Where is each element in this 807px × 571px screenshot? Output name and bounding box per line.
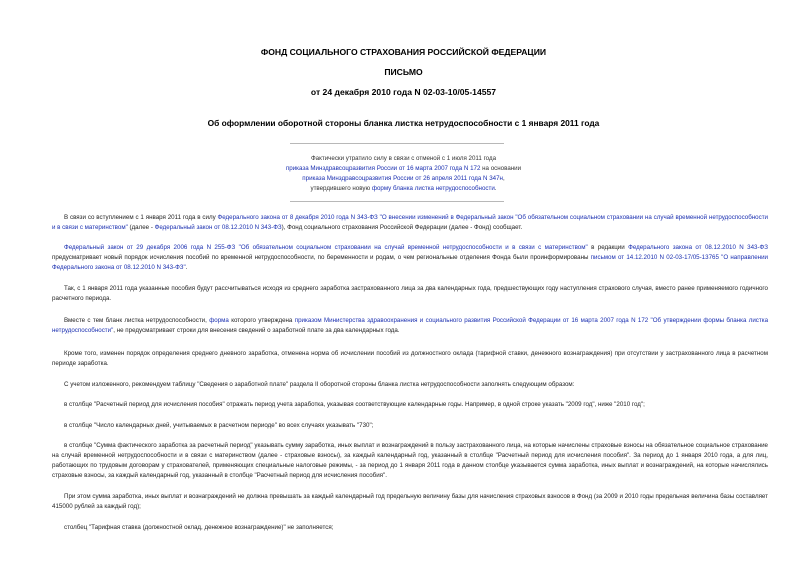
- paragraph-6: С учетом изложенного, рекомендуем таблицу "Сведения о заработной плате" раздела II оборотной стороны бланка листка нетрудоспособности заполнять следующим образом:: [64, 381, 575, 388]
- paragraph-11: столбец "Тарифная ставка (должностной оклад, денежное вознаграждение)" не заполняется;: [64, 524, 334, 531]
- p2-text: .: [185, 264, 188, 271]
- status-note-line-4: [0, 184, 807, 194]
- status-note: [0, 154, 807, 194]
- paragraph-2: [52, 243, 768, 273]
- letter-13765-link[interactable]: письмом от 14.12.2010 N 02-03-17/05-13765 "О направлении Федерального закона от 08.12.2010 N 343-ФЗ": [52, 254, 768, 271]
- paragraph-8: в столбце "Число календарных дней, учитываемых в расчетном периоде" во всех случаях указывать "730";: [64, 422, 374, 429]
- order-172-link[interactable]: приказа Минздравсоцразвития России от 16 марта 2007 года N 172: [285, 165, 481, 172]
- p1-text: (далее -: [127, 224, 155, 231]
- bottom-divider: [290, 201, 504, 202]
- top-divider: [290, 143, 504, 144]
- law-343-edition-link[interactable]: Федерального закона от 08.12.2010 N 343-ФЗ: [628, 244, 768, 251]
- paragraph-1: [52, 213, 768, 233]
- p4-text: Вместе с тем бланк листка нетрудоспособности,: [64, 317, 210, 324]
- form-link[interactable]: форма: [209, 317, 229, 324]
- status-note-line-1: Фактически утратило силу в связи с отменой с 1 июля 2011 года: [310, 155, 497, 162]
- status-note-text: .: [494, 185, 497, 192]
- law-343-link[interactable]: Федерального закона от 8 декабря 2010 года N 343-ФЗ "О внесении изменений в Федеральный закон "Об обязательном социальном страховании на случай временной нетрудоспособности и в связи с материнством": [52, 214, 768, 231]
- status-note-text: ,: [502, 175, 505, 182]
- law-343-short-link[interactable]: Федеральный закон от 08.12.2010 N 343-ФЗ: [154, 224, 282, 231]
- order-172-approval-link[interactable]: приказом Министерства здравоохранения и социального развития Российской Федерации от 16 марта 2007 года N 172 "Об утверждении формы бланка листка нетрудоспособности": [52, 317, 769, 334]
- status-note-line-3: [0, 174, 807, 184]
- doc-type: ПИСЬМО: [384, 67, 423, 77]
- p2-text: в редакции: [587, 244, 629, 251]
- p1-text: В связи со вступлением с 1 января 2011 года в силу: [64, 214, 218, 221]
- paragraph-7: в столбце "Расчетный период для исчисления пособия" отражать период учета заработка, указывая соответствующие календарные годы. Например, в одной строке указать "2009 год", ниже "2010 год";: [64, 401, 645, 408]
- paragraph-10: При этом сумма заработка, иных выплат и вознаграждений не должна превышать за каждый календарный год предельную величину базы для начисления страховых взносов в Фонд (за 2009 и 2010 годы предельная величина базы составляет 415000 рублей за каждый год);: [52, 493, 768, 510]
- doc-title: Об оформлении оборотной стороны бланка листка нетрудоспособности с 1 января 2011 года: [207, 118, 600, 128]
- status-note-text: на основании: [480, 165, 522, 172]
- form-link[interactable]: форму бланка листка нетрудоспособности: [371, 185, 495, 192]
- status-note-line-2: [0, 164, 807, 174]
- p4-text: которого утверждена: [228, 317, 295, 324]
- law-255-link[interactable]: Федеральный закон от 29 декабря 2006 года N 255-ФЗ "Об обязательном социальном страховании на случай временной нетрудоспособности и в связи с материнством": [64, 244, 588, 251]
- paragraph-3: Так, с 1 января 2011 года указанные пособия будут рассчитываться исходя из среднего заработка застрахованного лица за два календарных года, предшествующих году наступления страхового случая, вместо ранее применяемого годичного расчетного периода.: [52, 285, 768, 302]
- paragraph-9: в столбце "Сумма фактического заработка за расчетный период" указывать сумму заработка, иных выплат и вознаграждений в пользу застрахованного лица, на которые начислены страховые взносы на обязательное социальное страхование на случай временной нетрудоспособности и в связи с материнством (далее - страховые взносы), за каждый календарный год, указанный в столбце "Расчетный период для исчисления пособия". За период до 1 января 2010 года, а для лиц, работающих по трудовым договорам у страхователей, применяющих специальные налоговые режимы, - за период до 1 января 2011 года в данном столбце указывается сумма заработка, иных выплат и вознаграждений, на которые начислялись страховые взносы, за каждый календарный год, указанный в столбце "Расчетный период для исчисления пособия".: [52, 442, 768, 479]
- paragraph-4: [52, 316, 768, 336]
- status-note-text: утвердившего новую: [310, 185, 372, 192]
- doc-date-number: от 24 декабря 2010 года N 02-03-10/05-14557: [310, 87, 497, 97]
- order-347n-link[interactable]: приказа Минздравсоцразвития России от 26 апреля 2011 года N 347н: [302, 175, 503, 182]
- org-name: ФОНД СОЦИАЛЬНОГО СТРАХОВАНИЯ РОССИЙСКОЙ ФЕДЕРАЦИИ: [260, 47, 547, 57]
- p2-text: предусматривает новый порядок исчисления пособий по временной нетрудоспособности, по беременности и родам, о чем региональные отделения Фонда были проинформированы: [52, 254, 591, 261]
- paragraph-5: Кроме того, изменен порядок определения среднего дневного заработка, отменена норма об исчислении пособий из должностного оклада (тарифной ставки, денежного вознаграждения) при отсутствии у застрахованного лица в расчетном периоде заработка.: [52, 350, 768, 367]
- p1-text: ), Фонд социального страхования Российской Федерации (далее - Фонд) сообщает.: [281, 224, 523, 231]
- p4-text: , не предусматривает строки для внесения сведений о заработной плате за два календарных года.: [113, 327, 400, 334]
